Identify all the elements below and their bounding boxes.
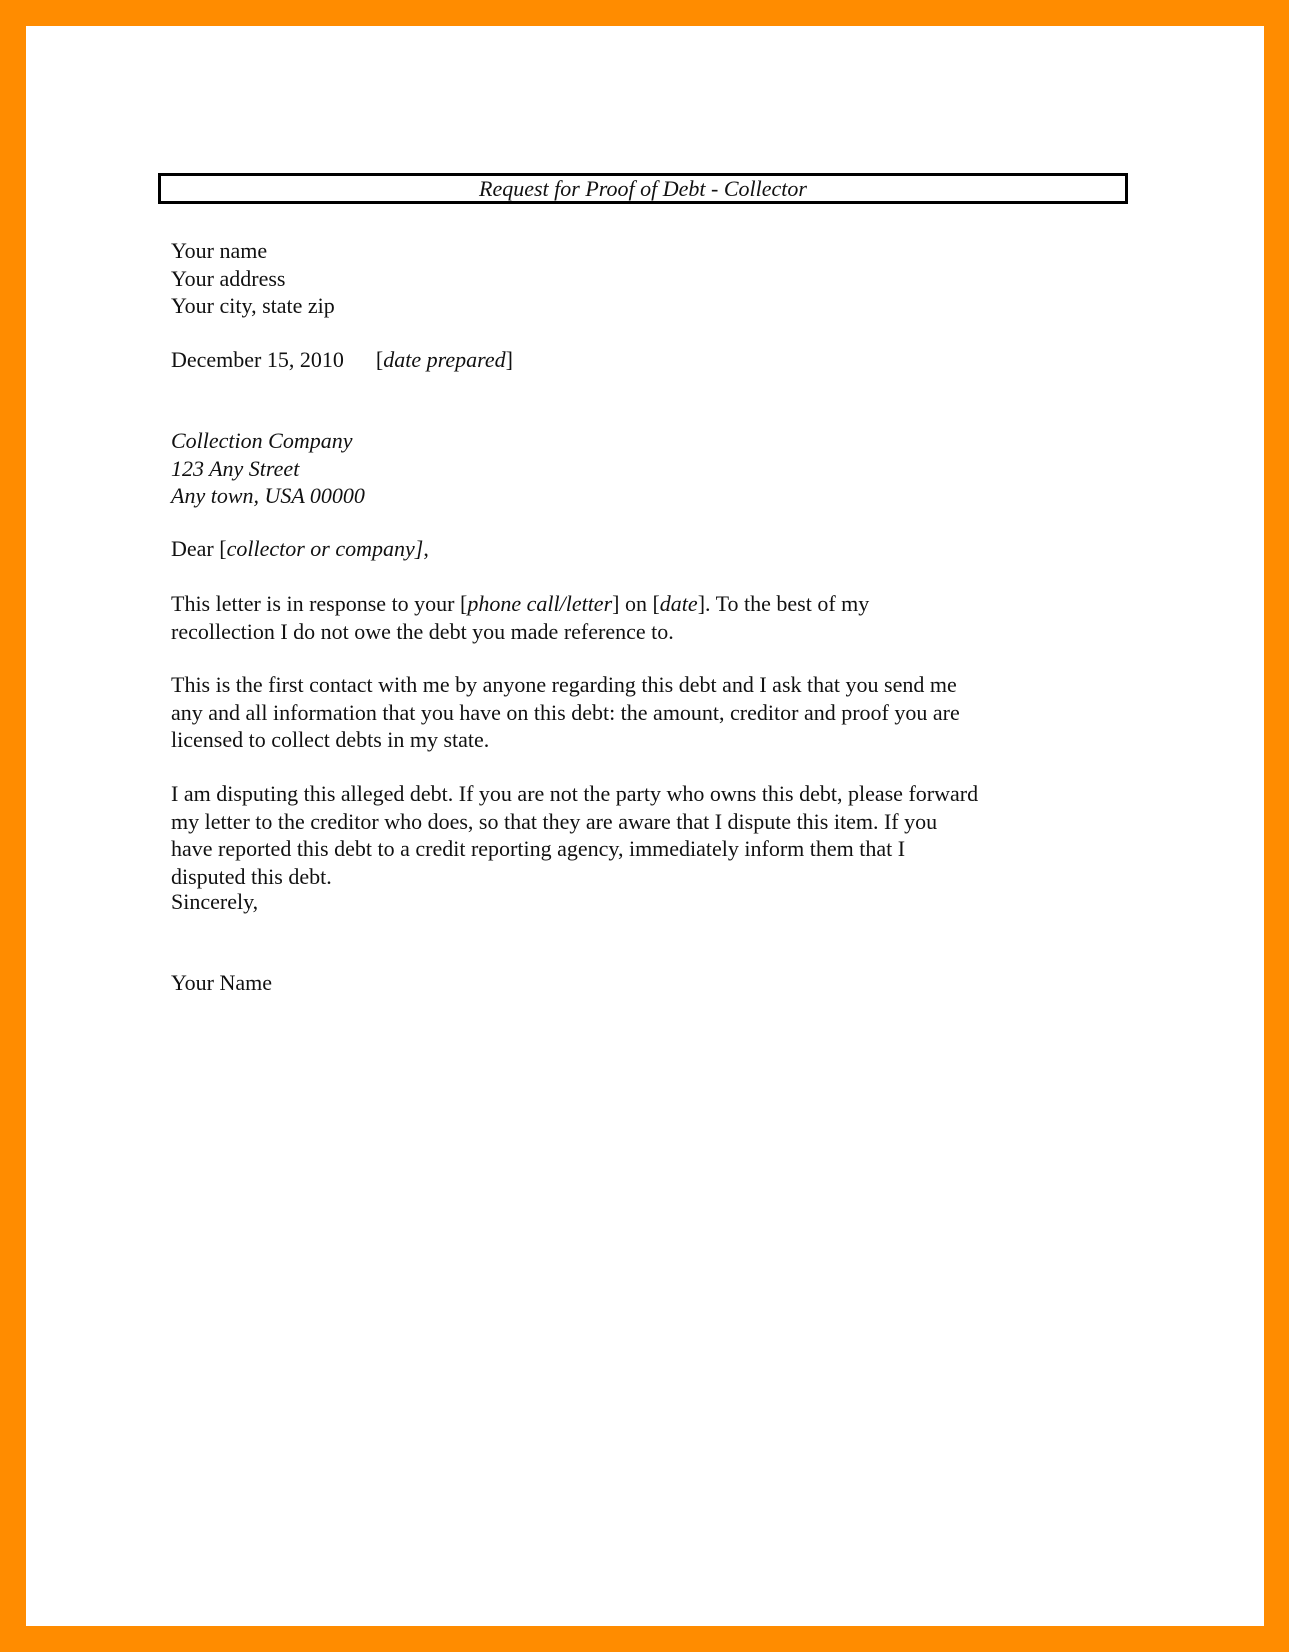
para1-line-2: recollection I do not owe the debt you made reference to.: [171, 618, 674, 644]
recipient-street: 123 Any Street: [171, 455, 300, 481]
para1-contact-method: phone call/letter: [467, 591, 613, 616]
sender-city: Your city, state zip: [171, 293, 335, 318]
para1-text-c: ] on [: [612, 591, 660, 616]
salutation-suffix: ,: [423, 536, 429, 561]
salutation: [171, 535, 429, 563]
signer: [171, 969, 272, 997]
paragraph-3: [171, 780, 978, 890]
salutation-prefix: Dear [: [171, 536, 227, 561]
recipient-town: Any town, USA 00000: [171, 483, 365, 508]
date-value: December 15, 2010: [171, 347, 344, 372]
recipient-address: [171, 427, 365, 510]
letter-date: [171, 346, 513, 374]
date-bracket-close: ]: [505, 347, 513, 372]
closing-text: Sincerely,: [171, 889, 259, 914]
recipient-company: Collection Company: [171, 428, 353, 453]
para3-line-4: disputed this debt.: [171, 863, 332, 889]
sender-street: Your address: [171, 265, 286, 291]
date-bracket-open: [: [375, 347, 384, 372]
salutation-placeholder: collector or company]: [226, 536, 424, 561]
paragraph-1: [171, 590, 869, 645]
para1-date: date: [659, 591, 698, 616]
sender-name: Your name: [171, 238, 268, 263]
signer-name: Your Name: [171, 970, 273, 995]
para2-line-2: any and all information that you have on this debt: the amount, creditor and proof you are: [171, 699, 960, 725]
para1-text-e: ]. To the best of my: [697, 591, 870, 616]
closing: [171, 888, 258, 916]
para1-text-a: This letter is in response to your [: [171, 591, 468, 616]
para2-line-3: licensed to collect debts in my state.: [171, 727, 490, 752]
para3-line-3: have reported this debt to a credit reporting agency, immediately inform them that I: [171, 836, 906, 861]
para2-line-1: This is the first contact with me by anyone regarding this debt and I ask that you send me: [171, 672, 957, 697]
paragraph-2: [171, 671, 960, 754]
letter-title: Request for Proof of Debt - Collector: [158, 173, 1128, 204]
sender-address: [171, 237, 335, 320]
letter-page: [26, 26, 1264, 1626]
date-note: date prepared: [383, 347, 506, 372]
para3-line-2: my letter to the creditor who does, so that they are aware that I dispute this item. If you: [171, 808, 938, 834]
para3-line-1: I am disputing this alleged debt. If you are not the party who owns this debt, please forward: [171, 781, 979, 806]
